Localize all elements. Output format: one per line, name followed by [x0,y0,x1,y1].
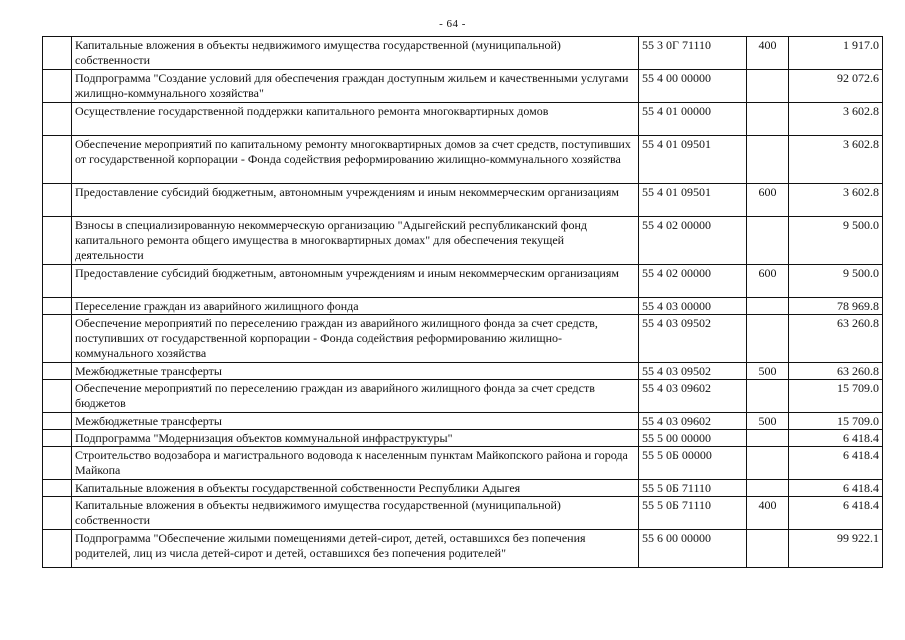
table-row [43,497,883,530]
row-name-cell: Капитальные вложения в объекты недвижимого имущества государственной (муниципальной) собственности [72,497,639,530]
amount-cell: 6 418.4 [789,447,883,480]
amount-cell: 63 260.8 [789,315,883,363]
table-row [43,103,883,136]
budget-code-cell: 55 4 02 00000 [639,217,747,265]
table-row [43,184,883,217]
expense-type-cell [747,103,789,136]
blank-cell [43,136,72,184]
budget-code-cell: 55 4 00 00000 [639,70,747,103]
amount-cell: 3 602.8 [789,136,883,184]
row-name-cell: Подпрограмма "Создание условий для обеспечения граждан доступным жильем и качественными услугами жилищно-коммунального хозяйства" [72,70,639,103]
budget-code-cell: 55 4 03 00000 [639,298,747,315]
expense-type-cell [747,136,789,184]
table-row [43,315,883,363]
amount-cell: 78 969.8 [789,298,883,315]
expense-type-cell [747,217,789,265]
budget-code-cell: 55 4 01 09501 [639,136,747,184]
blank-cell [43,70,72,103]
budget-code-cell: 55 5 0Б 71110 [639,497,747,530]
blank-cell [43,184,72,217]
blank-cell [43,265,72,298]
page-number: - 64 - [439,18,466,30]
blank-cell [43,103,72,136]
expense-type-cell: 500 [747,413,789,430]
budget-table [42,36,883,568]
budget-code-cell: 55 4 01 09501 [639,184,747,217]
amount-cell: 9 500.0 [789,265,883,298]
table-row [43,480,883,497]
blank-cell [43,217,72,265]
table-row [43,430,883,447]
blank-cell [43,380,72,413]
row-name-cell: Обеспечение мероприятий по капитальному ремонту многоквартирных домов за счет средств, поступивших от государственной корпорации - Фонда содействия реформированию жилищно-коммунального хозяйства [72,136,639,184]
budget-code-cell: 55 5 00 00000 [639,430,747,447]
blank-cell [43,497,72,530]
budget-code-cell: 55 4 03 09602 [639,380,747,413]
table-row [43,298,883,315]
amount-cell: 92 072.6 [789,70,883,103]
row-name-cell: Взносы в специализированную некоммерческую организацию "Адыгейский республиканский фонд капитального ремонта общего имущества в многоквартирных домах" для обеспечения текущей деятельности [72,217,639,265]
amount-cell: 6 418.4 [789,480,883,497]
blank-cell [43,480,72,497]
budget-code-cell: 55 4 03 09602 [639,413,747,430]
expense-type-cell [747,380,789,413]
row-name-cell: Обеспечение мероприятий по переселению граждан из аварийного жилищного фонда за счет средств бюджетов [72,380,639,413]
table-row [43,363,883,380]
budget-code-cell: 55 4 01 00000 [639,103,747,136]
amount-cell: 1 917.0 [789,37,883,70]
expense-type-cell [747,315,789,363]
row-name-cell: Капитальные вложения в объекты государственной собственности Республики Адыгея [72,480,639,497]
amount-cell: 3 602.8 [789,184,883,217]
amount-cell: 9 500.0 [789,217,883,265]
table-row [43,447,883,480]
row-name-cell: Капитальные вложения в объекты недвижимого имущества государственной (муниципальной) собственности [72,37,639,70]
blank-cell [43,447,72,480]
blank-cell [43,530,72,568]
amount-cell: 6 418.4 [789,430,883,447]
blank-cell [43,298,72,315]
amount-cell: 3 602.8 [789,103,883,136]
expense-type-cell: 400 [747,37,789,70]
expense-type-cell: 600 [747,184,789,217]
amount-cell: 15 709.0 [789,413,883,430]
budget-code-cell: 55 3 0Г 71110 [639,37,747,70]
expense-type-cell [747,530,789,568]
amount-cell: 99 922.1 [789,530,883,568]
budget-code-cell: 55 6 00 00000 [639,530,747,568]
row-name-cell: Подпрограмма "Обеспечение жилыми помещениями детей-сирот, детей, оставшихся без попечения родителей, лиц из числа детей-сирот и детей, оставшихся без попечения родителей" [72,530,639,568]
budget-code-cell: 55 5 0Б 71110 [639,480,747,497]
blank-cell [43,363,72,380]
table-row [43,217,883,265]
budget-code-cell: 55 5 0Б 00000 [639,447,747,480]
row-name-cell: Предоставление субсидий бюджетным, автономным учреждениям и иным некоммерческим организациям [72,184,639,217]
row-name-cell: Строительство водозабора и магистрального водовода к населенным пунктам Майкопского района и города Майкопа [72,447,639,480]
table-row [43,70,883,103]
expense-type-cell [747,447,789,480]
table-row [43,37,883,70]
amount-cell: 6 418.4 [789,497,883,530]
budget-code-cell: 55 4 02 00000 [639,265,747,298]
table-row [43,413,883,430]
budget-code-cell: 55 4 03 09502 [639,315,747,363]
table-row [43,136,883,184]
expense-type-cell [747,298,789,315]
expense-type-cell: 400 [747,497,789,530]
row-name-cell: Межбюджетные трансферты [72,363,639,380]
expense-type-cell [747,70,789,103]
expense-type-cell: 500 [747,363,789,380]
row-name-cell: Обеспечение мероприятий по переселению граждан из аварийного жилищного фонда за счет средств, поступивших от государственной корпорации - Фонда содействия реформированию жилищно-коммунального хозяйства [72,315,639,363]
row-name-cell: Переселение граждан из аварийного жилищного фонда [72,298,639,315]
table-row [43,265,883,298]
amount-cell: 15 709.0 [789,380,883,413]
amount-cell: 63 260.8 [789,363,883,380]
blank-cell [43,315,72,363]
row-name-cell: Предоставление субсидий бюджетным, автономным учреждениям и иным некоммерческим организациям [72,265,639,298]
blank-cell [43,37,72,70]
budget-code-cell: 55 4 03 09502 [639,363,747,380]
blank-cell [43,430,72,447]
blank-cell [43,413,72,430]
row-name-cell: Межбюджетные трансферты [72,413,639,430]
table-row [43,530,883,568]
expense-type-cell [747,430,789,447]
row-name-cell: Подпрограмма "Модернизация объектов коммунальной инфраструктуры" [72,430,639,447]
expense-type-cell: 600 [747,265,789,298]
row-name-cell: Осуществление государственной поддержки капитального ремонта многоквартирных домов [72,103,639,136]
expense-type-cell [747,480,789,497]
table-row [43,380,883,413]
